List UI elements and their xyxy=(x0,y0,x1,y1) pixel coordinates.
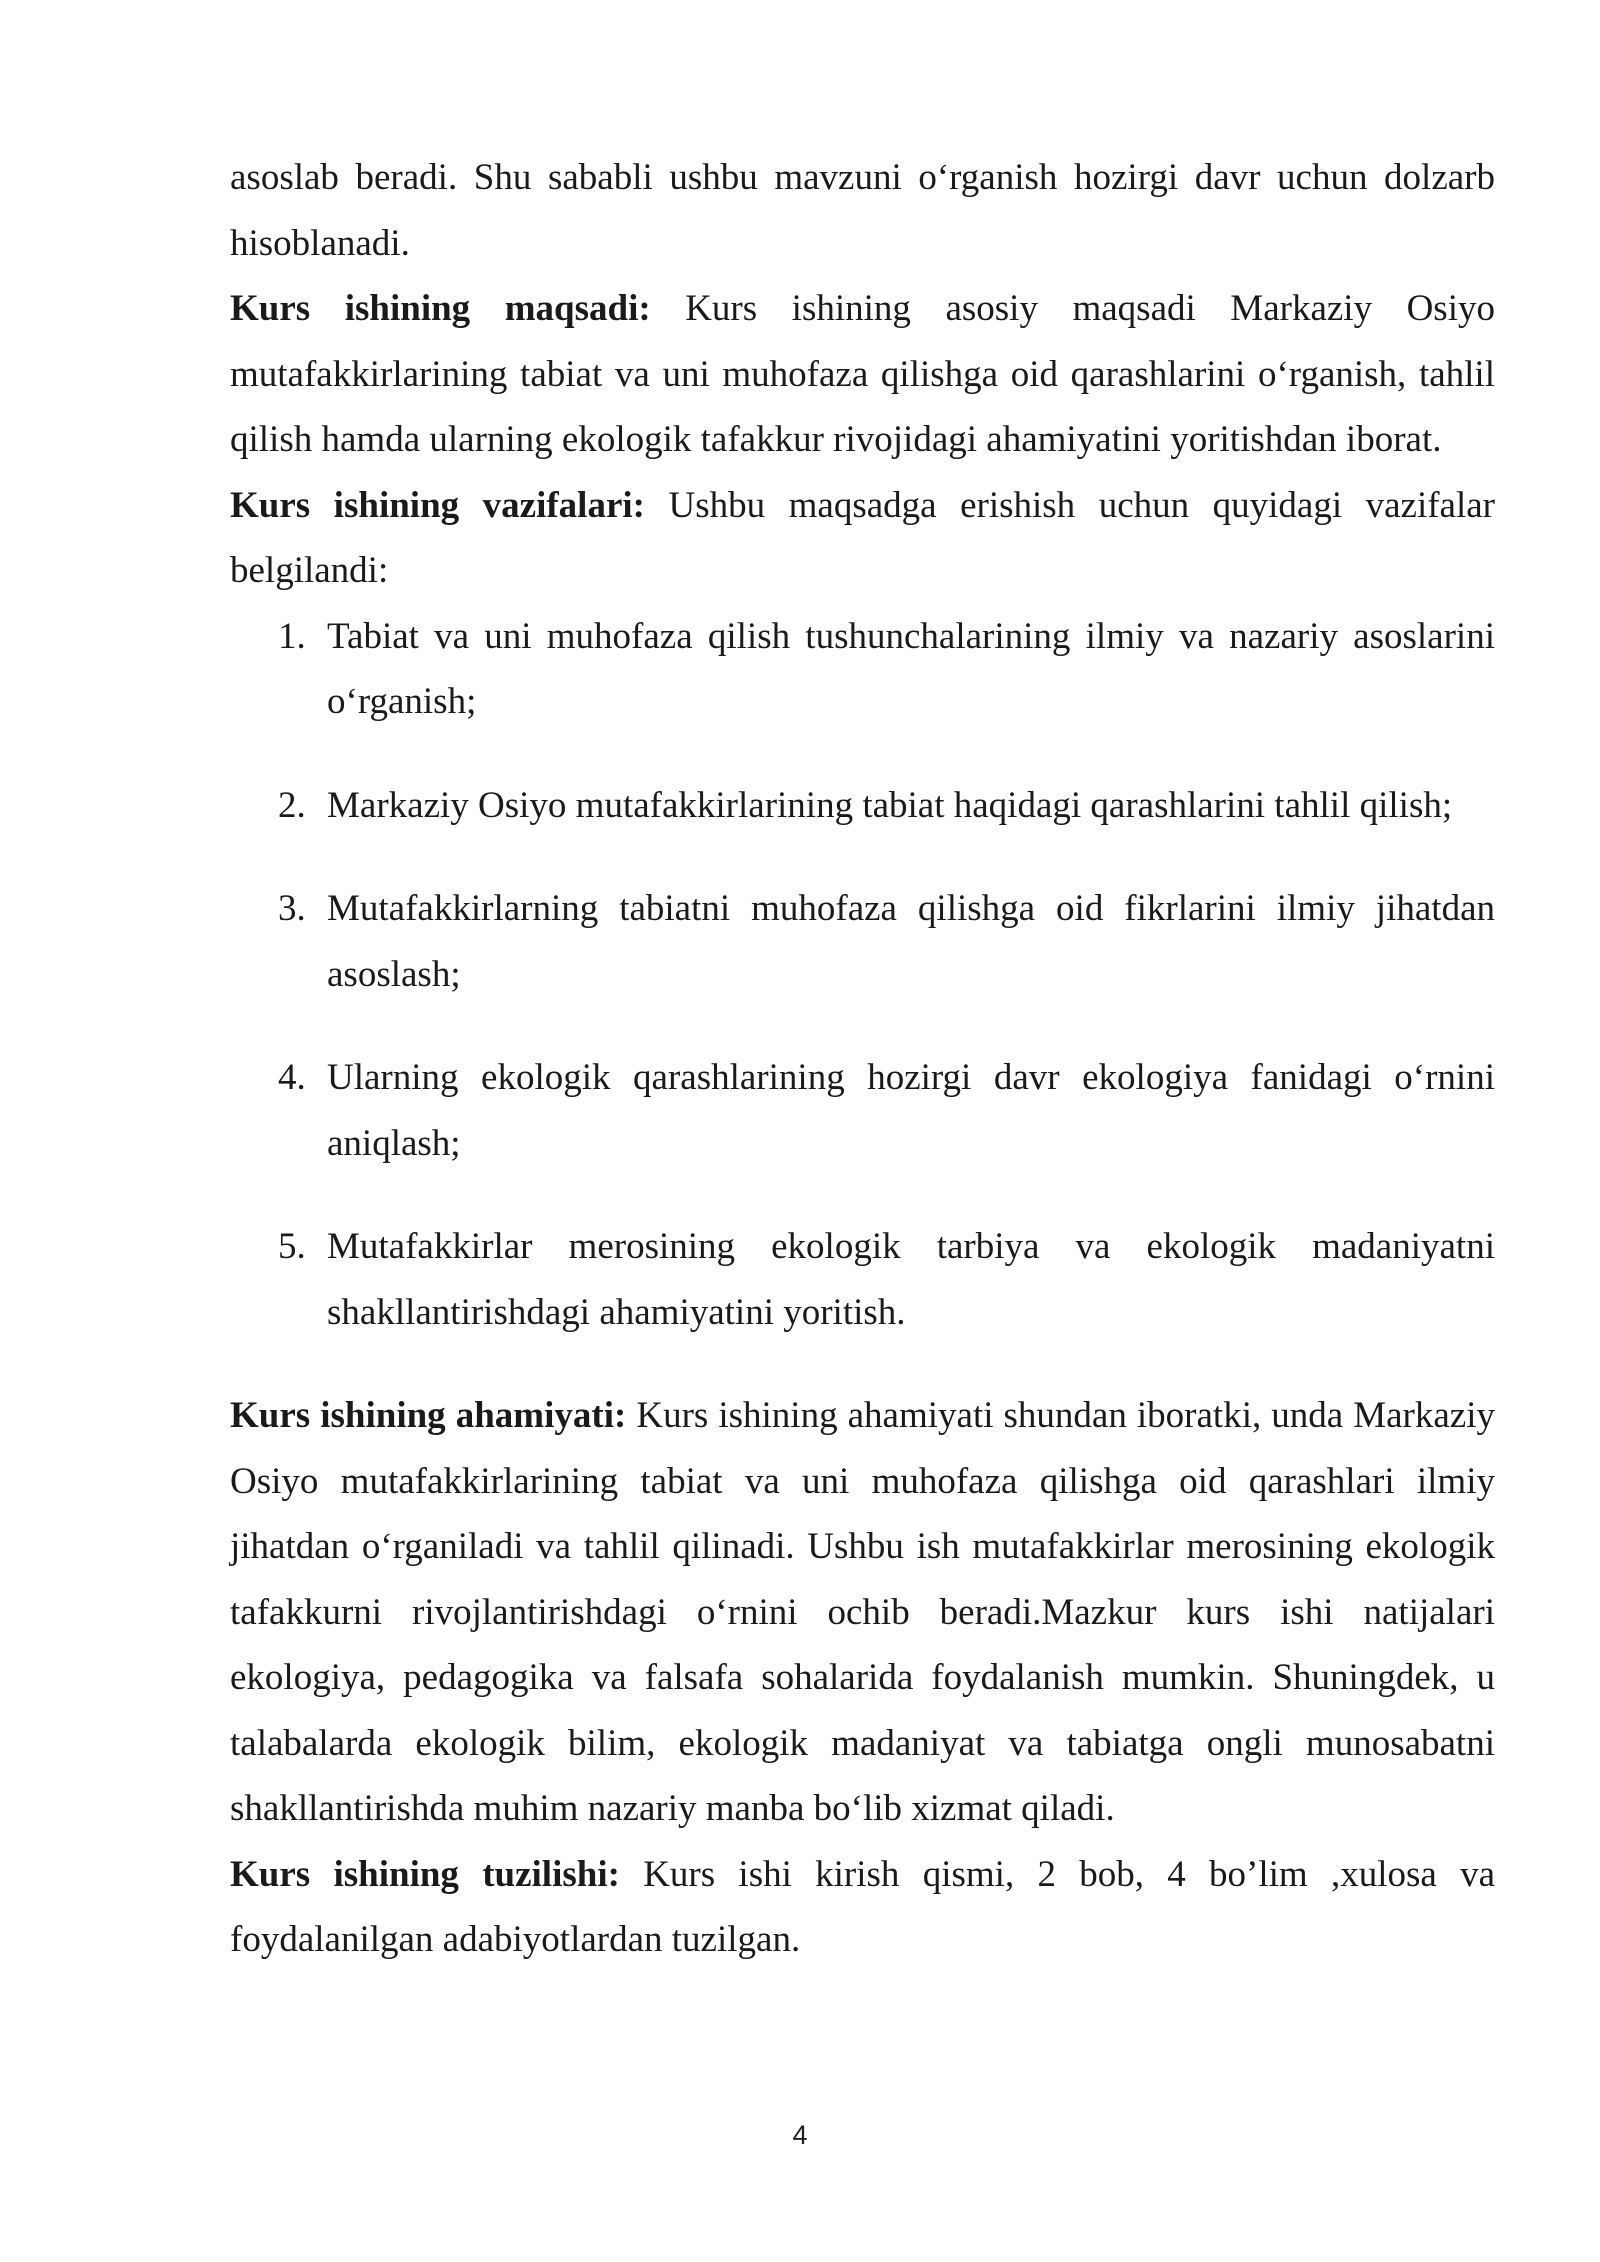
document-page xyxy=(230,145,1495,1973)
maqsad-text: Kurs ishining asosiy maqsadi Markaziy Osiyo mutafakkirlarining tabiat va uni muhofaza qilishga oid qarashlarini o‘rganish, tahlil qilish hamda ularning ekologik tafakkur rivojidagi ahamiyatini yoritishdan iborat. xyxy=(230,288,1495,460)
tuzilish-heading: Kurs ishining tuzilishi: xyxy=(230,1853,620,1895)
list-item-text: Ularning ekologik qarashlarining hozirgi davr ekologiya fanidagi o‘rnini aniqlash; xyxy=(327,1057,1495,1164)
page-number: 4 xyxy=(792,2120,808,2150)
list-item xyxy=(230,773,1495,839)
ahamiyat-text: Kurs ishining ahamiyati shundan iboratki, unda Markaziy Osiyo mutafakkirlarining tabiat va uni muhofaza qilishga oid qarashlari ilmiy jihatdan o‘rganiladi va tahlil qilinadi. Ushbu ish mutafakkirlar merosining ekologik tafakkurni rivojlantirishdagi o‘rnini ochib beradi.Mazkur kurs ishi natijalari ekologiya, pedagogika va falsafa sohalarida foydalanish mumkin. Shuningdek, u talabalarda ekologik bilim, ekologik madaniyat va tabiatga ongli munosabatni shakllantirishda muhim nazariy manba bo‘lib xizmat qiladi. xyxy=(230,1395,1495,1829)
vazifalar-paragraph xyxy=(230,473,1495,604)
vazifalar-list xyxy=(230,604,1495,1346)
list-item-text: Tabiat va uni muhofaza qilish tushunchalarining ilmiy va nazariy asoslarini o‘rganish; xyxy=(327,615,1495,722)
list-item-number: 3. xyxy=(278,888,306,929)
tuzilish-paragraph xyxy=(230,1842,1495,1973)
tuzilish-text: Kurs ishi kirish qismi, 2 bob, 4 bo’lim ,xulosa va foydalanilgan adabiyotlardan tuzilgan. xyxy=(230,1853,1495,1960)
maqsad-heading: Kurs ishining maqsadi: xyxy=(230,288,651,329)
ahamiyat-paragraph xyxy=(230,1383,1495,1842)
vazifalar-heading: Kurs ishining vazifalari: xyxy=(230,484,645,526)
vazifalar-text: Ushbu maqsadga erishish uchun quyidagi vazifalar belgilandi: xyxy=(230,484,1495,591)
list-item xyxy=(230,1045,1495,1176)
list-item xyxy=(230,876,1495,1007)
list-item-text: Markaziy Osiyo mutafakkirlarining tabiat haqidagi qarashlarini tahlil qilish; xyxy=(327,784,1453,826)
list-item xyxy=(230,1214,1495,1345)
list-item-text: Mutafakkirlar merosining ekologik tarbiya va ekologik madaniyatni shakllantirishdagi ahamiyatini yoritish. xyxy=(327,1226,1495,1333)
maqsad-paragraph xyxy=(230,276,1495,473)
ahamiyat-heading: Kurs ishining ahamiyati: xyxy=(230,1395,627,1436)
list-item-text: Mutafakkirlarning tabiatni muhofaza qilishga oid fikrlarini ilmiy jihatdan asoslash; xyxy=(327,888,1495,995)
intro-paragraph: asoslab beradi. Shu sababli ushbu mavzuni o‘rganish hozirgi davr uchun dolzarb hisoblanadi. xyxy=(230,157,1495,264)
list-item-number: 2. xyxy=(278,784,306,826)
list-item xyxy=(230,604,1495,735)
list-item-number: 4. xyxy=(278,1057,306,1098)
list-item-number: 1. xyxy=(278,615,306,657)
list-item-number: 5. xyxy=(278,1226,306,1267)
